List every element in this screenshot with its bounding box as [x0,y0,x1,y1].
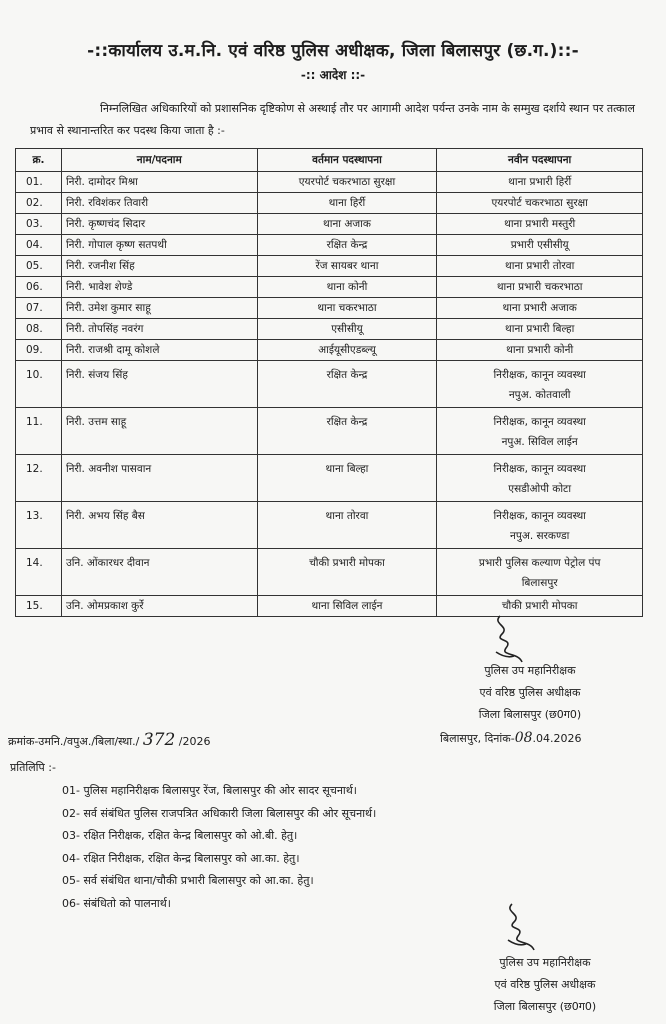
table-row [16,361,643,408]
table-header-row [16,149,643,172]
row-name: निरी. रविशंकर तिवारी [61,193,257,214]
row-serial: 06. [16,277,62,298]
signatory-district: जिला बिलासपुर (छ0ग0) [478,708,582,721]
table-row [16,235,643,256]
row-name: निरी. संजय सिंह [61,361,257,408]
row-new-posting [437,319,643,340]
list-item: 05- सर्व संबंधित थाना/चौकी प्रभारी बिलासपुर को आ.का. हेतु। [62,874,314,887]
row-current-posting: आईयूसीएडब्ल्यू [257,340,437,361]
row-serial: 15. [16,596,62,617]
list-item: 02- सर्व संबंधित पुलिस राजपत्रित अधिकारी जिला बिलासपुर की ओर सूचनार्थ। [62,806,377,820]
new-posting-line: थाना प्रभारी हिर्री [508,176,572,188]
signatory-designation: पुलिस उप महानिरीक्षक [499,956,591,969]
row-serial: 07. [16,298,62,319]
row-serial: 09. [16,340,62,361]
row-name: निरी. रजनीश सिंह [61,256,257,277]
row-name: निरी. कृष्णचंद सिदार [61,214,257,235]
table-row [16,298,643,319]
table-row [16,172,643,193]
row-new-posting [437,361,643,408]
row-name: निरी. भावेश शेण्डे [61,277,257,298]
table-row [16,549,643,596]
row-current-posting: रक्षित केन्द्र [257,408,437,455]
new-posting-line: थाना प्रभारी तोरवा [505,260,575,272]
row-name: निरी. राजश्री दामू कोशले [61,340,257,361]
row-serial: 10. [16,361,62,408]
table-row [16,214,643,235]
row-serial: 13. [16,502,62,549]
new-posting-line: निरीक्षक, कानून व्यवस्था [493,416,586,428]
row-current-posting: थाना अजाक [257,214,437,235]
row-new-posting [437,235,643,256]
col-header-new-posting: नवीन पदस्थापना [437,149,643,172]
new-posting-line-2: नपुअ. कोतवाली [508,389,571,401]
reference-number: क्रमांक-उमनि./वपुअ./बिला/स्था./ 372 /2026 [8,730,211,750]
row-new-posting [437,596,643,617]
row-serial: 02. [16,193,62,214]
list-item: 04- रक्षित निरीक्षक, रक्षित केन्द्र बिलासपुर को आ.का. हेतु। [62,851,300,865]
new-posting-line: निरीक्षक, कानून व्यवस्था [493,369,586,381]
signatory-designation-2: एवं वरिष्ठ पुलिस अधीक्षक [494,978,596,991]
row-serial: 01. [16,172,62,193]
new-posting-line-2: बिलासपुर [521,577,558,589]
new-posting-line: थाना प्रभारी कोनी [506,344,574,356]
row-current-posting: थाना सिविल लाईन [257,596,437,617]
handwritten-number: 372 [142,730,176,750]
new-posting-line-2: नपुअ. सिविल लाईन [501,436,578,448]
signature-block [430,660,630,726]
row-serial: 05. [16,256,62,277]
office-title: -::कार्यालय उ.म.नि. एवं वरिष्ठ पुलिस अधीक्षक, जिला बिलासपुर (छ.ग.)::- [87,41,579,61]
row-name: उनि. ओमप्रकाश कुर्रे [61,596,257,617]
new-posting-line-2: एसडीओपी कोटा [508,483,572,495]
transfer-table [15,148,643,617]
row-name: निरी. उत्तम साहू [61,408,257,455]
date-line: बिलासपुर, दिनांक-08.04.2026 [440,730,582,746]
row-name: निरी. दामोदर मिश्रा [61,172,257,193]
new-posting-line: एयरपोर्ट चकरभाठा सुरक्षा [491,197,588,209]
signatory-district: जिला बिलासपुर (छ0ग0) [493,1000,597,1013]
new-posting-line: प्रभारी पुलिस कल्याण पेट्रोल पंप [478,557,601,569]
row-new-posting [437,277,643,298]
list-item: 03- रक्षित निरीक्षक, रक्षित केन्द्र बिलासपुर को ओ.बी. हेतु। [62,829,298,842]
signatory-designation-2: एवं वरिष्ठ पुलिस अधीक्षक [479,686,581,699]
copy-heading: प्रतिलिपि :- [10,761,56,774]
row-current-posting: रेंज सायबर थाना [257,256,437,277]
row-new-posting [437,408,643,455]
row-name: निरी. तोपसिंह नवरंग [61,319,257,340]
row-current-posting: थाना बिल्हा [257,455,437,502]
col-header-current-posting: वर्तमान पदस्थापना [257,149,437,172]
signature-block-2 [445,952,645,1018]
row-new-posting [437,214,643,235]
table-row [16,596,643,617]
table-row [16,256,643,277]
row-new-posting [437,549,643,596]
new-posting-line: चौकी प्रभारी मोपका [501,600,578,612]
row-serial: 11. [16,408,62,455]
signature-scribble-2 [500,900,540,952]
table-row [16,455,643,502]
new-posting-line: निरीक्षक, कानून व्यवस्था [493,510,586,522]
table-row [16,319,643,340]
table-row [16,408,643,455]
row-current-posting: थाना हिर्री [257,193,437,214]
col-header-serial: क्र. [16,149,62,172]
row-serial: 12. [16,455,62,502]
row-name: उनि. ओंकारधर दीवान [61,549,257,596]
order-heading: -:: आदेश ::- [300,68,366,82]
signature-scribble [488,612,528,664]
row-serial: 08. [16,319,62,340]
new-posting-line-2: नपुअ. सरकण्डा [510,530,570,542]
row-current-posting: एयरपोर्ट चकरभाठा सुरक्षा [257,172,437,193]
row-current-posting: एसीसीयू [257,319,437,340]
row-new-posting [437,193,643,214]
row-name: निरी. उमेश कुमार साहू [61,298,257,319]
order-intro: निम्नलिखित अधिकारियों को प्रशासनिक दृष्टिकोण से अस्थाई तौर पर आगामी आदेश पर्यन्त उनके नाम के सम्मुख दर्शाये स्थान पर तत्काल प्रभाव से स्थानान्तरित कर पदस्थ किया जाता है :- [30,102,635,137]
row-current-posting: थाना चकरभाठा [257,298,437,319]
row-name: निरी. अभय सिंह बैस [61,502,257,549]
new-posting-line: थाना प्रभारी अजाक [502,302,577,314]
signatory-designation: पुलिस उप महानिरीक्षक [484,664,576,677]
row-serial: 04. [16,235,62,256]
table-row [16,502,643,549]
row-serial: 14. [16,549,62,596]
new-posting-line: प्रभारी एसीसीयू [510,239,569,251]
row-new-posting [437,340,643,361]
row-new-posting [437,256,643,277]
col-header-name: नाम/पदनाम [61,149,257,172]
row-new-posting [437,455,643,502]
row-new-posting [437,502,643,549]
row-current-posting: थाना कोनी [257,277,437,298]
new-posting-line: थाना प्रभारी मस्तुरी [504,218,576,230]
row-new-posting [437,172,643,193]
table-row [16,277,643,298]
row-current-posting: चौकी प्रभारी मोपका [257,549,437,596]
row-name: निरी. गोपाल कृष्ण सतपथी [61,235,257,256]
table-row [16,340,643,361]
list-item: 06- संबंधितो को पालनार्थ। [62,896,171,910]
row-current-posting: रक्षित केन्द्र [257,361,437,408]
row-current-posting: रक्षित केन्द्र [257,235,437,256]
handwritten-day: 08 [514,730,533,746]
row-new-posting [437,298,643,319]
table-row [16,193,643,214]
copy-list [62,780,376,915]
row-name: निरी. अवनीश पासवान [61,455,257,502]
new-posting-line: थाना प्रभारी चकरभाठा [496,281,583,293]
new-posting-line: निरीक्षक, कानून व्यवस्था [493,463,586,475]
new-posting-line: थाना प्रभारी बिल्हा [505,323,575,335]
list-item: 01- पुलिस महानिरीक्षक बिलासपुर रेंज, बिलासपुर की ओर सादर सूचनार्थ। [62,784,357,797]
row-current-posting: थाना तोरवा [257,502,437,549]
row-serial: 03. [16,214,62,235]
